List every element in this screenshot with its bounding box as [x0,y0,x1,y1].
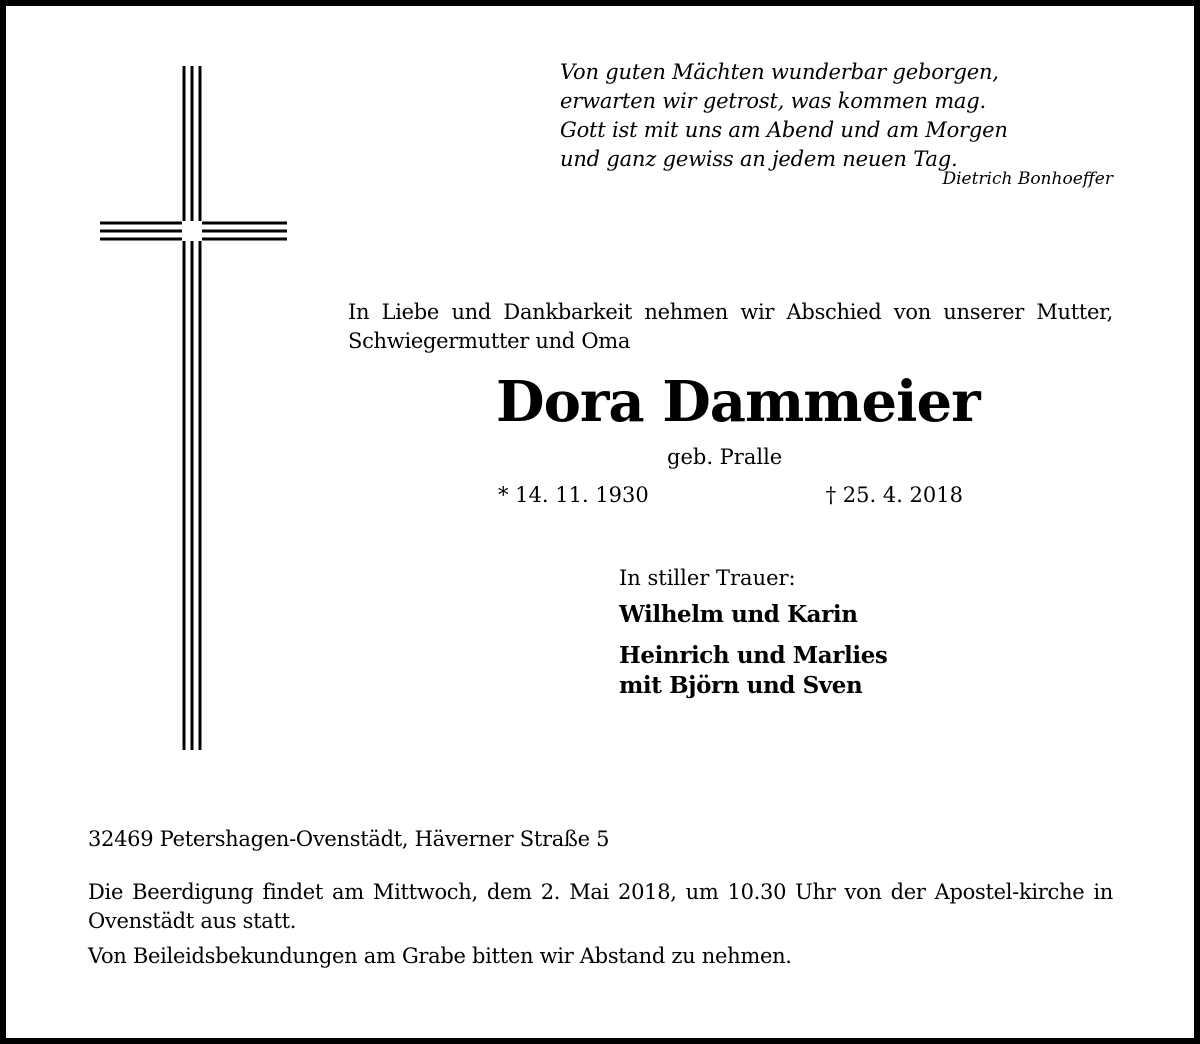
quote-line: und ganz gewiss an jedem neuen Tag. [560,147,958,171]
quote-author: Dietrich Bonhoeffer [942,169,1113,189]
family-address: 32469 Petershagen-Ovenstädt, Häverner Straße 5 [88,827,610,851]
mourner-name: mit Björn und Sven [619,672,863,699]
quote-line: Gott ist mit uns am Abend und am Morgen [560,118,1008,142]
quote-line: Von guten Mächten wunderbar geborgen, [560,60,999,84]
mourner-name: Wilhelm und Karin [619,601,858,628]
deceased-name: Dora Dammeier [496,369,980,435]
mourner-name: Heinrich und Marlies [619,642,888,669]
birth-date: * 14. 11. 1930 [498,483,649,507]
quote-line: erwarten wir getrost, was kommen mag. [560,89,986,113]
bible-quote [560,58,1113,174]
maiden-name: geb. Pralle [667,445,783,469]
intro-text: In Liebe und Dankbarkeit nehmen wir Abschied von unserer Mutter, Schwiegermutter und Oma [348,300,1113,353]
mourning-heading: In stiller Trauer: [619,566,796,590]
death-date: † 25. 4. 2018 [825,483,963,507]
cross-icon [100,66,290,756]
condolence-note: Von Beileidsbekundungen am Grabe bitten wir Abstand zu nehmen. [88,944,792,968]
funeral-info: Die Beerdigung findet am Mittwoch, dem 2. Mai 2018, um 10.30 Uhr von der Apostel-kirche in Ovenstädt aus statt. [88,880,1113,933]
